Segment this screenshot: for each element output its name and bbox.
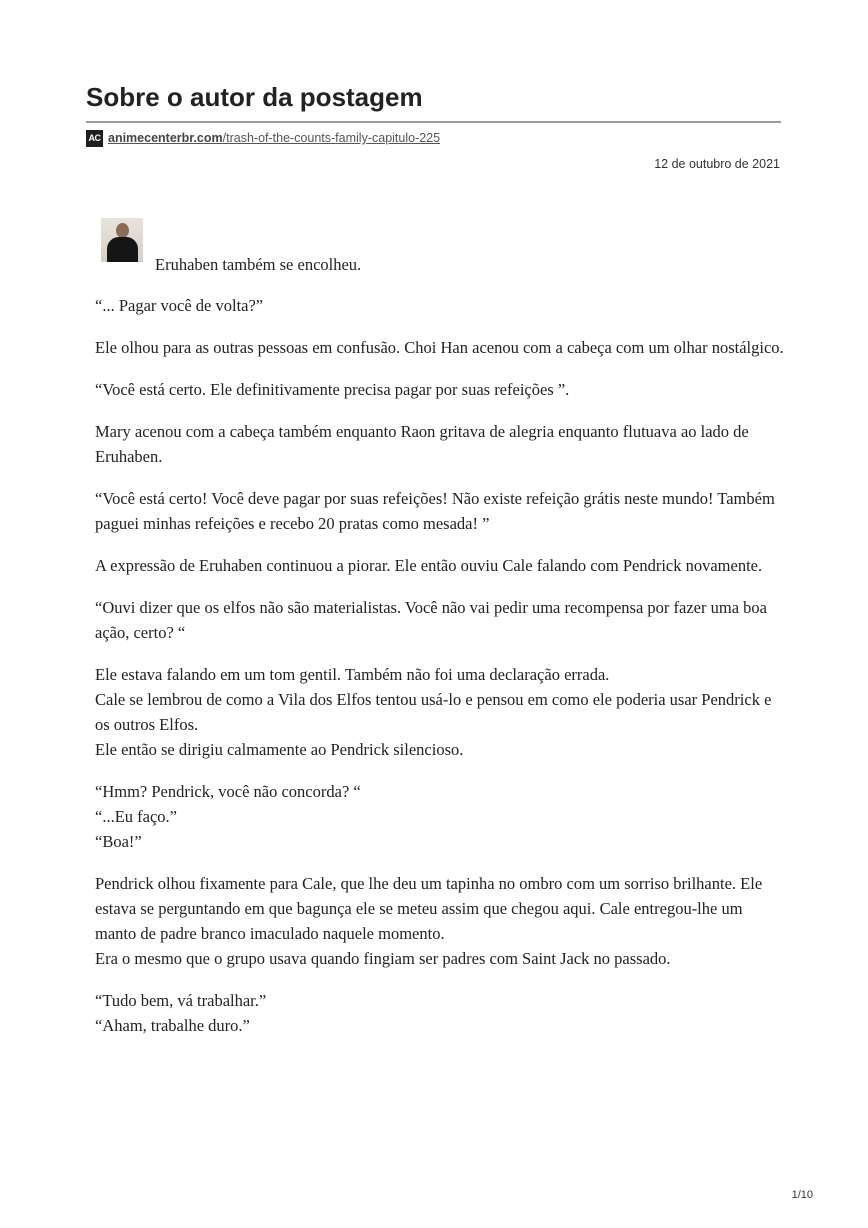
paragraph-line: Ele então se dirigiu calmamente ao Pendrick silencioso. — [95, 740, 464, 759]
article-paragraph — [95, 595, 785, 645]
article-paragraph — [95, 335, 785, 360]
source-link[interactable] — [108, 131, 440, 145]
paragraph-line: Ele estava falando em um tom gentil. Também não foi uma declaração errada. — [95, 665, 610, 684]
paragraph-line: “Boa!” — [95, 832, 142, 851]
article-body — [95, 252, 785, 1055]
paragraph-line: A expressão de Eruhaben continuou a piorar. Ele então ouviu Cale falando com Pendrick novamente. — [95, 556, 763, 575]
paragraph-line: Pendrick olhou fixamente para Cale, que lhe deu um tapinha no ombro com um sorriso brilhante. Ele estava se perguntando em que bagunça ele se meteu assim que chegou aqui. Cale entregou-lhe um manto de padre branco imaculado naquele momento. — [95, 874, 763, 943]
article-paragraph — [95, 252, 785, 277]
article-paragraph — [95, 293, 785, 318]
paragraph-line: Mary acenou com a cabeça também enquanto Raon gritava de alegria enquanto flutuava ao lado de Eruhaben. — [95, 422, 749, 466]
article-paragraph — [95, 419, 785, 469]
paragraph-line: “... Pagar você de volta?” — [95, 296, 264, 315]
paragraph-line: Cale se lembrou de como a Vila dos Elfos tentou usá-lo e pensou em como ele poderia usar Pendrick e os outros Elfos. — [95, 690, 772, 734]
page-number: 1/10 — [791, 1189, 813, 1201]
site-logo-icon: AC — [86, 130, 103, 147]
page-title: Sobre o autor da postagem — [86, 82, 423, 112]
post-date: 12 de outubro de 2021 — [654, 157, 780, 171]
title-divider — [86, 121, 781, 123]
paragraph-line: Ele olhou para as outras pessoas em confusão. Choi Han acenou com a cabeça com um olhar nostálgico. — [95, 338, 784, 357]
article-paragraph — [95, 377, 785, 402]
article-paragraph — [95, 779, 785, 854]
source-line — [86, 129, 440, 147]
article-paragraph — [95, 871, 785, 971]
paragraph-line: “Você está certo. Ele definitivamente precisa pagar por suas refeições ”. — [95, 380, 570, 399]
paragraph-line: “Você está certo! Você deve pagar por suas refeições! Não existe refeição grátis neste mundo! Também paguei minhas refeições e recebo 20 pratas como mesada! ” — [95, 489, 775, 533]
article-paragraph — [95, 662, 785, 762]
source-path: /trash-of-the-counts-family-capitulo-225 — [222, 131, 441, 145]
article-paragraph — [95, 553, 785, 578]
paragraph-line: Eruhaben também se encolheu. — [155, 255, 362, 274]
paragraph-line: “Ouvi dizer que os elfos não são materialistas. Você não vai pedir uma recompensa por fazer uma boa ação, certo? “ — [95, 598, 767, 642]
paragraph-line: Era o mesmo que o grupo usava quando fingiam ser padres com Saint Jack no passado. — [95, 949, 671, 968]
article-paragraph — [95, 486, 785, 536]
paragraph-line: “Hmm? Pendrick, você não concorda? “ — [95, 782, 361, 801]
article-paragraph — [95, 988, 785, 1038]
paragraph-line: “Tudo bem, vá trabalhar.” — [95, 991, 267, 1010]
paragraph-line: “Aham, trabalhe duro.” — [95, 1016, 250, 1035]
paragraph-line: “...Eu faço.” — [95, 807, 177, 826]
source-domain: animecenterbr.com — [108, 131, 223, 145]
